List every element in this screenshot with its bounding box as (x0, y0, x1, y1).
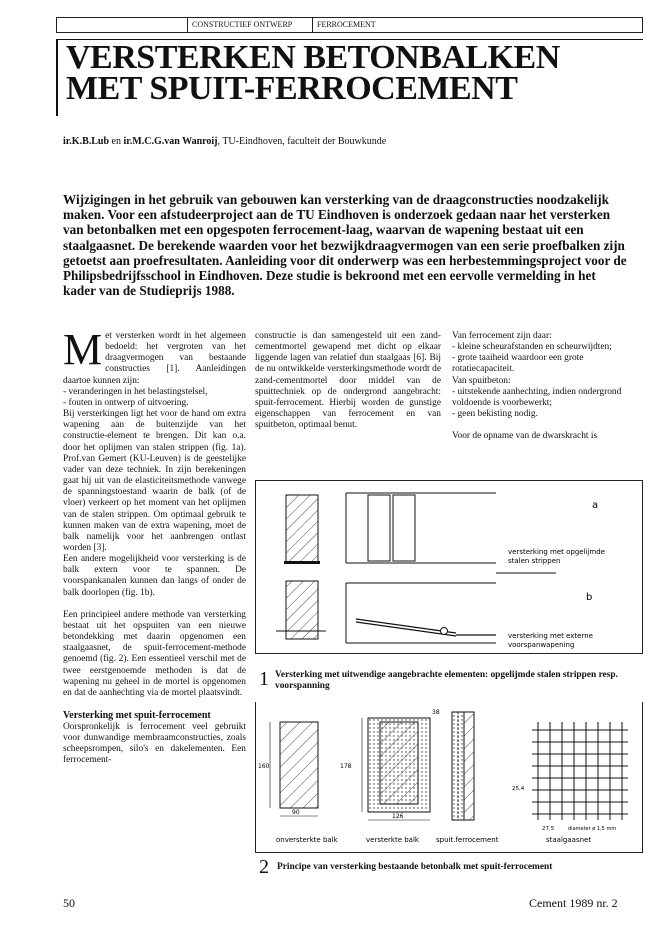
dim-38: 38 (432, 709, 440, 716)
journal-reference: Cement 1989 nr. 2 (529, 896, 618, 910)
fig1-label-b: b (586, 592, 593, 603)
lead-paragraph: Wijzigingen in het gebruik van gebouwen kan versterking van de draagconstructies noodzakelijk maken. Voor een afstudeerproject aan de TU Eindhoven is onderzoek gedaan naar het versterken van betonbalken met een opgespoten ferrocement-laag, waarvan de wapening bestaat uit een staalgaasnet. De berekende waarden voor het bezwijkdraagvermogen van een serie proefbalken zijn getoetst aan proefresultaten. Aanleiding voor dit onderwerp was een herbestemmingsproject voor de Philipsbedrijfsschool in Eindhoven. Deze studie is bekroond met een eervolle vermelding in het kader van de Studieprijs 1988. (63, 192, 627, 299)
col3-list-item: - uitstekende aanhechting, indien ondergrond voldoende is voorbewerkt; (452, 386, 622, 408)
anchor-point (441, 628, 448, 635)
fig1-label-a: a (592, 500, 599, 511)
header-section: CONSTRUCTIEF ONTWERP (187, 18, 312, 32)
dim-27-5: 27,5 (542, 826, 555, 832)
title-line-2: MET SPUIT-FERROCEMENT (66, 70, 518, 107)
mesh-diameter: diameter ø 1,5 mm (568, 826, 617, 832)
beam-elevation-a2 (393, 495, 415, 561)
col1-paragraph: Oorspronkelijk is ferrocement veel gebruikt voor dunwandige membraamconstructies, zoals scheepsrompen, silo's en dakelementen. Een ferrocement- (63, 722, 246, 766)
byline-joiner: en (109, 136, 124, 147)
col1-list-item: - fouten in ontwerp of uitvoering. (63, 397, 189, 408)
col1-paragraph: Bij versterkingen ligt het voor de hand om extra wapening aan de buitenzijde van het constructie-element te brengen. Dit kan o.a. door het oplijmen van stalen strippen (fig. 1a). Prof.van Gemert (KU-Leuven) is de geestelijke vader van deze techniek. In zijn berekeningen gaat hij uit van de elasticiteitsmethode vanwege de spanningstoestand waarin de balk (of de vloer) verkeert op het moment van het oplijmen van de stalen strippen. Om optimaal gebruik te kunnen maken van de extra wapening, moet de balk namelijk voor het aanbrengen ontlast worden [3]. (63, 409, 246, 553)
title-block (56, 39, 643, 116)
header-topic: FERROCEMENT (312, 18, 397, 32)
beam-section-a (286, 495, 318, 563)
col2-paragraph: constructie is dan samengesteld uit een zand-cementmortel gewapend met dicht op elkaar liggende lagen van relatief dun staalgaas [6]. Bij de nu ontwikkelde versterkingsmethode wordt de zand-cementmortel door middel van de spuittechniek op de ondergrond aangebracht: spuit-ferrocement. Hierbij worden de gunstige eigenschappen van ferrocement en van spuitbeton, optimaal benut. (255, 331, 441, 431)
col3-list-item: - kleine scheurafstanden en scheurwijdten; (452, 342, 612, 353)
fig1-caption-a2: stalen strippen (508, 557, 561, 565)
dim-160: 160 (258, 763, 270, 770)
dim-25-4: 25,4 (512, 786, 525, 792)
fig1-caption-a1: versterking met opgelijmde (508, 548, 605, 556)
col1-list-item: - veranderingen in het belastingstelsel, (63, 386, 208, 397)
col3-paragraph: Voor de opname van de dwarskracht is (452, 431, 598, 442)
strengthened-beam-core (380, 722, 418, 804)
col1-paragraph: Een principieel andere methode van versterking bestaat uit het opspuiten van een nieuwe betondekking met daarin opgenomen een staalgaasnet, de spuit-ferrocement-methode genoemd (fig. 2). Een essentieel verschil met de twee eerstgenoemde methoden is dat de wapening nu geheel in de mortel is opgenomen en dat de aanhechting via de mortel plaatsvindt. (63, 609, 246, 698)
figure-1-number: 1 (259, 668, 269, 690)
figure-2-caption-text: Principe van versterking bestaande betonbalk met spuit-ferrocement (277, 862, 553, 872)
title-line-1: VERSTERKEN BETONBALKEN (66, 39, 560, 76)
fig1-caption-b2: voorspanwapening (508, 641, 575, 649)
figure-1-caption (255, 664, 641, 700)
figure-1-drawing (256, 481, 642, 653)
dropcap: M (63, 325, 103, 374)
col3-list-item: - grote taaiheid waardoor een grote rotatiecapaciteit. (452, 353, 584, 375)
steel-strip-section (284, 561, 320, 564)
steel-mesh (532, 722, 628, 820)
author-1: ir.K.B.Lub (63, 136, 110, 147)
label-strengthened: versterkte balk (366, 836, 419, 844)
figure-2-number: 2 (259, 856, 269, 878)
figure-2-drawing (256, 702, 642, 852)
dim-126: 126 (392, 813, 404, 820)
label-mesh: staalgaasnet (546, 836, 592, 844)
author-2: ir.M.C.G.van Wanroij (123, 136, 218, 147)
unstrengthened-beam (280, 722, 318, 808)
col1-paragraph: Een andere mogelijkheid voor versterking is de balk extern voor te spannen. De voorspankanalen kunnen dan langs of onder de balk doorlopen (fig. 1b). (63, 554, 246, 598)
figure-2 (255, 702, 643, 853)
page-number: 50 (63, 896, 75, 910)
dim-90: 90 (292, 809, 300, 816)
figure-2-caption (255, 852, 641, 883)
article-title (66, 39, 560, 107)
col3-paragraph: Van ferrocement zijn daar: (452, 331, 552, 341)
section-heading: Versterking met spuit-ferrocement (63, 710, 211, 721)
col1-paragraph: et versterken wordt in het algemeen bedoeld: het vergroten van het draagvermogen van bestaande constructies [1]. Aanleidingen daartoe kunnen zijn: (63, 331, 246, 386)
column-3 (452, 331, 641, 442)
column-2 (255, 331, 441, 431)
col3-list-item: - geen bekisting nodig. (452, 409, 538, 420)
beam-section-b (286, 581, 318, 639)
beam-elevation-a1 (368, 495, 390, 561)
label-ferrocement: spuit.ferrocement (436, 836, 499, 844)
byline (63, 136, 386, 147)
label-unstrengthened: onversterkte balk (276, 836, 338, 844)
dim-178: 178 (340, 763, 352, 770)
fig1-caption-b1: versterking met externe (508, 632, 593, 640)
affiliation: , TU-Eindhoven, faculteit der Bouwkunde (217, 136, 387, 147)
column-1 (63, 325, 246, 767)
figure-1 (255, 480, 643, 654)
figure-1-caption-text: Versterking met uitwendige aangebrachte elementen: opgelijmde stalen strippen resp. voorspanning (275, 670, 618, 691)
running-header (56, 17, 643, 33)
col3-paragraph: Van spuitbeton: (452, 375, 511, 386)
